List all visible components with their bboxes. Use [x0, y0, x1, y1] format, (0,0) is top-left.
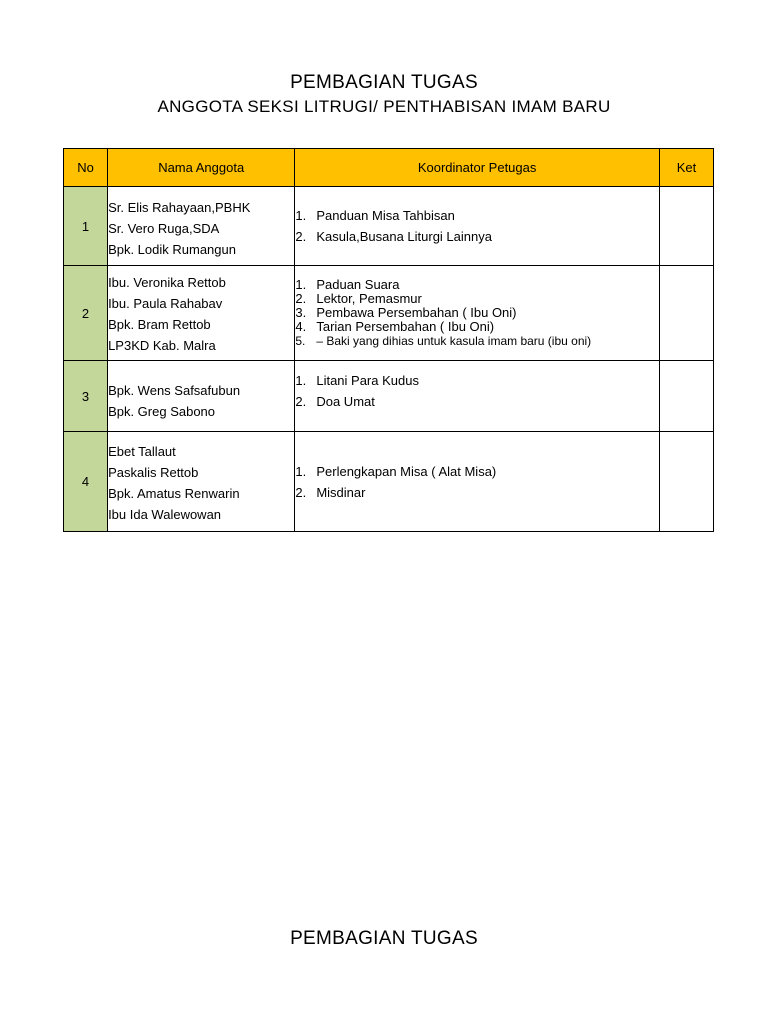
- ket-cell: [659, 187, 713, 266]
- task-number: 5.: [295, 334, 306, 348]
- document-subtitle: ANGGOTA SEKSI LITRUGI/ PENTHABISAN IMAM BARU: [157, 97, 611, 116]
- header-ket: Ket: [659, 149, 713, 187]
- table-row: [64, 361, 714, 432]
- footer-title: PEMBAGIAN TUGAS: [290, 928, 478, 949]
- task-text: – Baki yang dihias untuk kasula imam baru (ibu oni): [316, 334, 592, 348]
- task-text: Paduan Suara: [316, 277, 400, 292]
- table-row: [64, 432, 714, 532]
- table-header-row: [64, 149, 714, 187]
- task-item: [295, 334, 659, 348]
- header-no: No: [64, 149, 108, 187]
- header-koordinator-petugas: Koordinator Petugas: [295, 149, 660, 187]
- member-name: Ebet Tallaut: [108, 444, 176, 459]
- row-number: 3: [64, 361, 108, 432]
- member-names: [108, 266, 295, 361]
- task-number: 1.: [295, 277, 307, 292]
- task-table: [63, 148, 714, 532]
- task-item: [295, 320, 659, 334]
- task-item: [295, 461, 659, 482]
- row-number: 2: [64, 266, 108, 361]
- ket-cell: [659, 432, 713, 532]
- ket-cell: [659, 266, 713, 361]
- task-number: 2.: [295, 484, 307, 500]
- member-name: Ibu. Paula Rahabav: [108, 295, 223, 311]
- task-item: [295, 306, 659, 320]
- task-item: [295, 292, 659, 306]
- task-item: [295, 482, 659, 503]
- member-name: Paskalis Rettob: [108, 465, 199, 480]
- task-item: [295, 226, 659, 247]
- task-item: [295, 278, 659, 292]
- task-number: 1.: [295, 463, 307, 479]
- member-names: [108, 432, 295, 532]
- task-text: Kasula,Busana Liturgi Lainnya: [316, 229, 492, 244]
- coordinator-tasks: [295, 187, 660, 266]
- task-text: Doa Umat: [316, 394, 375, 409]
- member-name: Sr. Vero Ruga,SDA: [108, 220, 220, 236]
- task-number: 4.: [295, 319, 307, 334]
- coordinator-tasks: [295, 432, 660, 532]
- task-item: [295, 370, 659, 391]
- task-text: Litani Para Kudus: [316, 373, 419, 388]
- member-names: [108, 187, 295, 266]
- member-name: Ibu Ida Walewowan: [108, 507, 222, 522]
- task-number: 2.: [295, 394, 307, 409]
- member-names: [108, 361, 295, 432]
- header-nama-anggota: Nama Anggota: [108, 149, 295, 187]
- task-text: Lektor, Pemasmur: [316, 291, 422, 306]
- coordinator-tasks: [295, 266, 660, 361]
- table-row: [64, 266, 714, 361]
- ket-cell: [659, 361, 713, 432]
- task-item: [295, 391, 659, 412]
- task-text: Perlengkapan Misa ( Alat Misa): [316, 463, 497, 479]
- table-row: [64, 187, 714, 266]
- task-text: Tarian Persembahan ( Ibu Oni): [316, 319, 495, 334]
- task-text: Misdinar: [316, 484, 366, 500]
- task-number: 1.: [295, 208, 307, 223]
- row-number: 4: [64, 432, 108, 532]
- member-name: Bpk. Lodik Rumangun: [108, 241, 236, 257]
- member-name: Bpk. Wens Safsafubun: [108, 382, 241, 398]
- coordinator-tasks: [295, 361, 660, 432]
- task-text: Pembawa Persembahan ( Ibu Oni): [316, 305, 517, 320]
- task-item: [295, 205, 659, 226]
- member-name: LP3KD Kab. Malra: [108, 337, 216, 353]
- member-name: Bpk. Amatus Renwarin: [108, 486, 240, 501]
- task-number: 1.: [295, 373, 307, 388]
- member-name: Bpk. Greg Sabono: [108, 403, 216, 419]
- document-title: PEMBAGIAN TUGAS: [290, 72, 478, 93]
- task-number: 3.: [295, 305, 307, 320]
- member-name: Bpk. Bram Rettob: [108, 316, 211, 332]
- member-name: Sr. Elis Rahayaan,PBHK: [108, 199, 251, 215]
- task-number: 2.: [295, 229, 307, 244]
- member-name: Ibu. Veronika Rettob: [108, 274, 226, 290]
- task-number: 2.: [295, 291, 307, 306]
- row-number: 1: [64, 187, 108, 266]
- task-text: Panduan Misa Tahbisan: [316, 208, 455, 223]
